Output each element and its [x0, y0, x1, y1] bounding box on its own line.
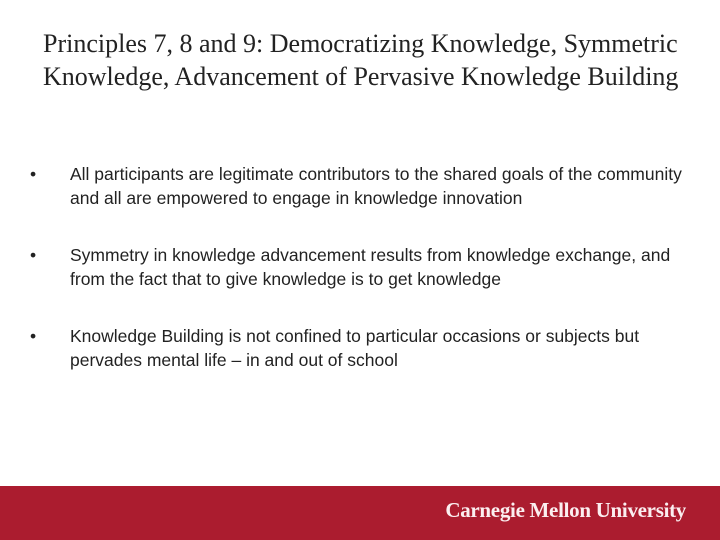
cmu-logo: Carnegie Mellon University	[445, 498, 686, 522]
bullet-item	[30, 243, 690, 291]
bullet-item	[30, 324, 690, 372]
bullet-icon: •	[30, 245, 37, 265]
bullet-text: All participants are legitimate contributors to the shared goals of the community and all are empowered to engage in knowledge innovation	[70, 164, 682, 208]
bullet-item	[30, 162, 690, 210]
bullet-icon: •	[30, 164, 37, 184]
bullet-list	[30, 162, 690, 405]
bullet-text: Symmetry in knowledge advancement results from knowledge exchange, and from the fact that to give knowledge is to get knowledge	[70, 245, 671, 289]
slide-title: Principles 7, 8 and 9: Democratizing Knowledge, Symmetric Knowledge, Advancement of Pervasive Knowledge Building	[43, 29, 679, 91]
footer-bar	[0, 486, 720, 540]
bullet-icon: •	[30, 326, 37, 346]
bullet-text: Knowledge Building is not confined to particular occasions or subjects but pervades mental life – in and out of school	[70, 326, 640, 370]
